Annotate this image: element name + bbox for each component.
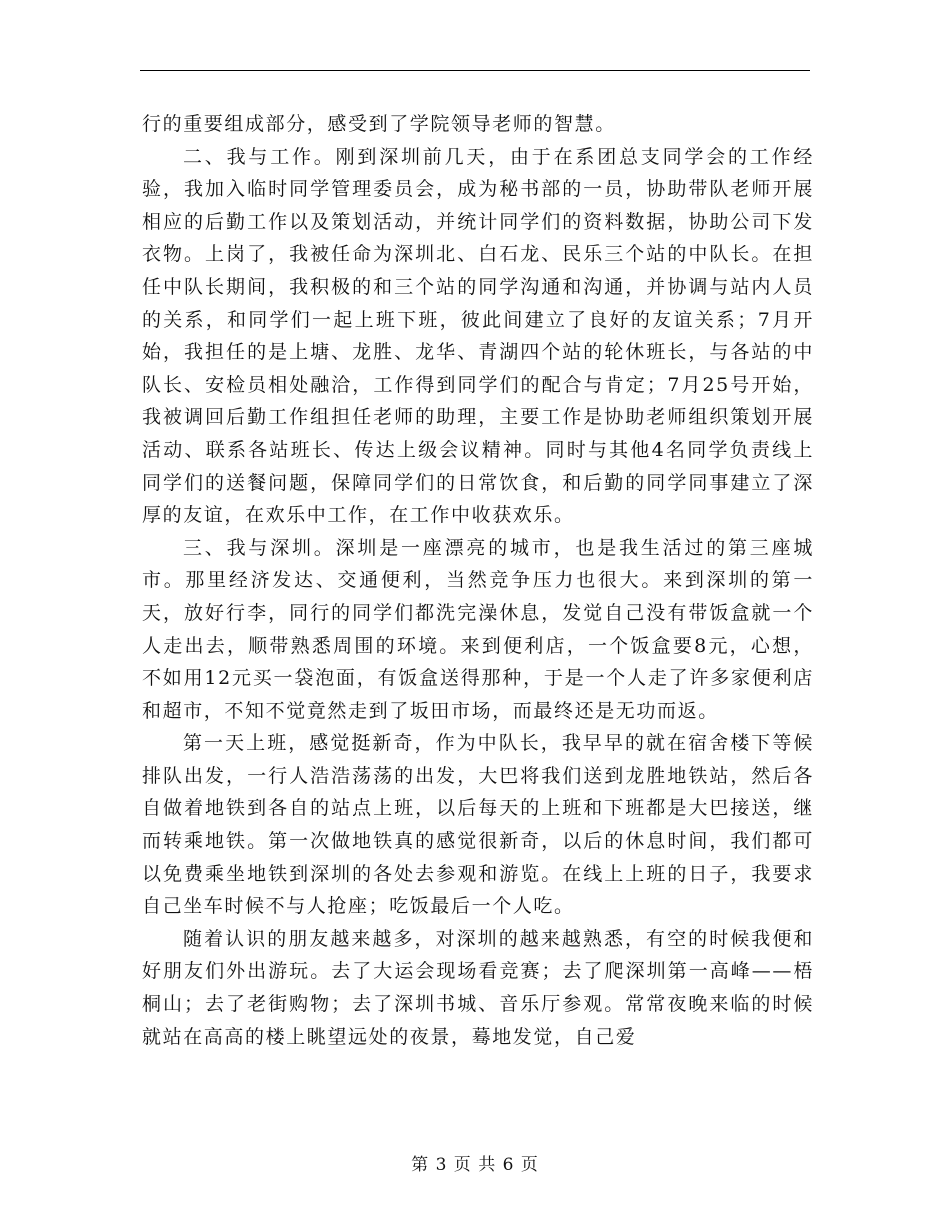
- header-rule: [140, 70, 810, 71]
- paragraph-shenzhen: 三、我与深圳。深圳是一座漂亮的城市，也是我生活过的第三座城市。那里经济发达、交通便利，当然竞争压力也很大。来到深圳的第一天，放好行李，同行的同学们都洗完澡休息，发觉自己没有带饭盒就一个人走出去，顺带熟悉周围的环境。来到便利店，一个饭盒要8元，心想，不如用12元买一袋泡面，有饭盒送得那种，于是一个人走了许多家便利店和超市，不知不觉竟然走到了坂田市场，而最终还是无功而返。: [142, 536, 814, 722]
- paragraph-1: 行的重要组成部分，感受到了学院领导老师的智慧。: [142, 113, 616, 135]
- paragraph-friends: 随着认识的朋友越来越多，对深圳的越来越熟悉，有空的时候我便和好朋友们外出游玩。去了大运会现场看竞赛；去了爬深圳第一高峰——梧桐山；去了老街购物；去了深圳书城、音乐厅参观。常常夜晚来临的时候就站在高高的楼上眺望远处的夜景，蓦地发觉，自己爱: [142, 927, 814, 1048]
- page-number-footer: 第 3 页 共 6 页: [411, 1155, 539, 1175]
- paragraph-first-day: 第一天上班，感觉挺新奇，作为中队长，我早早的就在宿舍楼下等候排队出发，一行人浩浩荡荡的出发，大巴将我们送到龙胜地铁站，然后各自做着地铁到各自的站点上班，以后每天的上班和下班都是大巴接送，继而转乘地铁。第一次做地铁真的感觉很新奇，以后的休息时间，我们都可以免费乘坐地铁到深圳的各处去参观和游览。在线上上班的日子，我要求自己坐车时候不与人抢座；吃饭最后一个人吃。: [142, 732, 814, 918]
- paragraph-work: 二、我与工作。刚到深圳前几天，由于在系团总支同学会的工作经验，我加入临时同学管理委员会，成为秘书部的一员，协助带队老师开展相应的后勤工作以及策划活动，并统计同学们的资料数据，协助公司下发衣物。上岗了，我被任命为深圳北、白石龙、民乐三个站的中队长。在担任中队长期间，我积极的和三个站的同学沟通和沟通，并协调与站内人员的关系，和同学们一起上班下班，彼此间建立了良好的友谊关系；7月开始，我担任的是上塘、龙胜、龙华、青湖四个站的轮休班长，与各站的中队长、安检员相处融洽，工作得到同学们的配合与肯定；7月25号开始，我被调回后勤工作组担任老师的助理，主要工作是协助老师组织策划开展活动、联系各站班长、传达上级会议精神。同时与其他4名同学负责线上同学们的送餐问题，保障同学们的日常饮食，和后勤的同学同事建立了深厚的友谊，在欢乐中工作，在工作中收获欢乐。: [142, 145, 814, 527]
- document-body: [142, 108, 814, 1053]
